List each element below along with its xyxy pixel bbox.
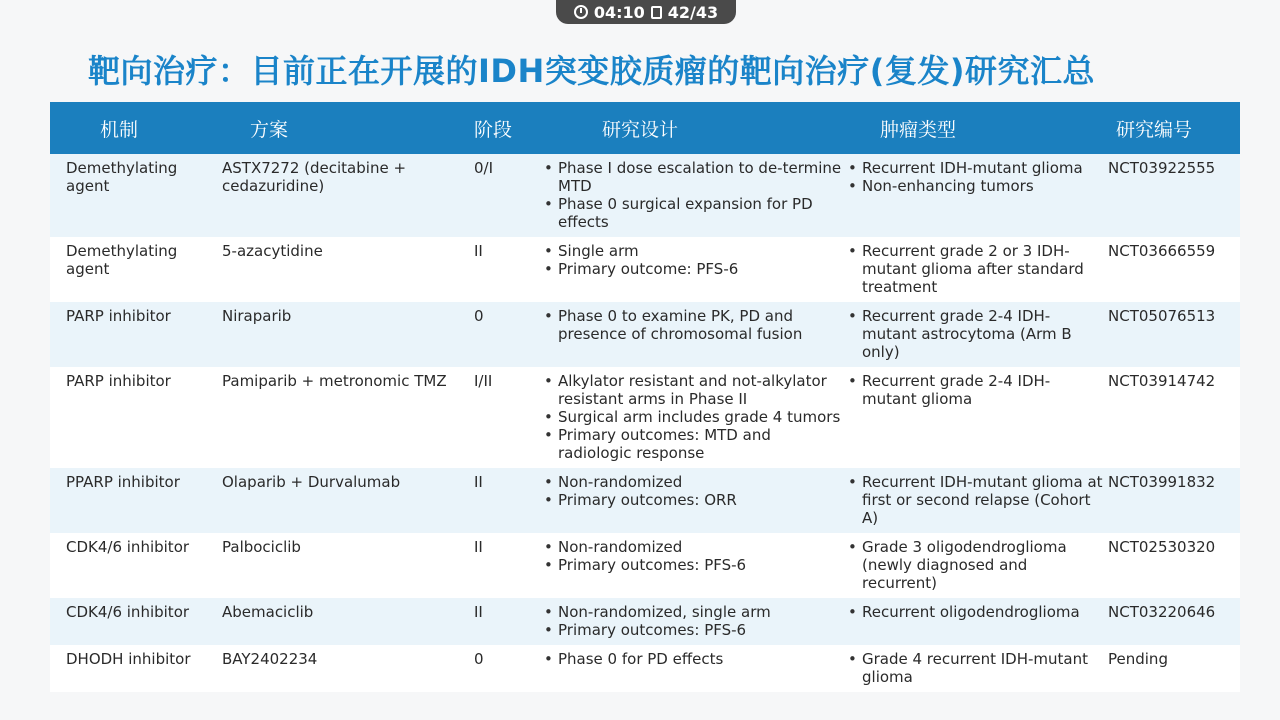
cell-design (542, 367, 846, 468)
cell-phase: 0/I (474, 159, 494, 177)
page-counter: 42/43 (667, 2, 719, 22)
cell-phase: II (474, 242, 483, 260)
list-item: • Primary outcomes: PFS-6 (542, 621, 842, 639)
cell-mechanism: PPARP inhibitor (66, 473, 180, 491)
list-item: • Non-randomized (542, 473, 842, 491)
cell-tumor-type (846, 154, 1108, 237)
clock-icon (574, 5, 588, 19)
list-item: • Alkylator resistant and not-alkylator resistant arms in Phase II (542, 372, 842, 408)
cell-mechanism: PARP inhibitor (66, 307, 171, 325)
cell-study-id: NCT03666559 (1108, 242, 1216, 260)
cell-tumor-type (846, 468, 1108, 533)
cell-phase: II (474, 603, 483, 621)
cell-regimen: 5-azacytidine (222, 242, 323, 260)
cell-design (542, 533, 846, 598)
slide-title: 靶向治疗：目前正在开展的IDH突变胶质瘤的靶向治疗(复发)研究汇总 (88, 52, 1096, 90)
cell-phase: 0 (474, 650, 484, 668)
trials-table (50, 102, 1240, 692)
table-row (50, 533, 1240, 598)
list-item: • Phase I dose escalation to de-termine MTD (542, 159, 842, 195)
cell-study-id: NCT03922555 (1108, 159, 1216, 177)
cell-tumor-type-list (846, 473, 1104, 527)
table-row (50, 598, 1240, 645)
cell-tumor-type-list (846, 538, 1104, 592)
cell-design (542, 302, 846, 367)
cell-design (542, 598, 846, 645)
cell-design-list (542, 307, 842, 343)
cell-tumor-type-list (846, 307, 1104, 361)
cell-tumor-type-list (846, 242, 1104, 296)
page-icon (651, 6, 662, 19)
table-row (50, 645, 1240, 692)
list-item: • Phase 0 for PD effects (542, 650, 842, 668)
cell-phase: 0 (474, 307, 484, 325)
list-item: • Surgical arm includes grade 4 tumors (542, 408, 842, 426)
list-item: • Primary outcomes: ORR (542, 491, 842, 509)
cell-design-list (542, 538, 842, 574)
cell-design-list (542, 473, 842, 509)
cell-study-id: NCT03914742 (1108, 372, 1216, 390)
cell-tumor-type (846, 367, 1108, 468)
list-item: • Primary outcome: PFS-6 (542, 260, 842, 278)
table-body (50, 154, 1240, 692)
cell-study-id: NCT03220646 (1108, 603, 1216, 621)
cell-design-list (542, 159, 842, 231)
cell-regimen: Pamiparib + metronomic TMZ (222, 372, 447, 390)
cell-regimen: Olaparib + Durvalumab (222, 473, 401, 491)
cell-study-id: NCT05076513 (1108, 307, 1216, 325)
cell-phase: II (474, 538, 483, 556)
cell-mechanism: CDK4/6 inhibitor (66, 603, 190, 621)
header-mechanism: 机制 (100, 118, 139, 141)
cell-tumor-type (846, 302, 1108, 367)
cell-tumor-type (846, 598, 1108, 645)
header-regimen: 方案 (250, 118, 289, 141)
header-study-id: 研究编号 (1116, 118, 1193, 141)
cell-tumor-type-list (846, 603, 1104, 621)
table-row (50, 237, 1240, 302)
header-design: 研究设计 (602, 118, 679, 141)
list-item: • Recurrent grade 2-4 IDH-mutant glioma (846, 372, 1104, 408)
cell-regimen: ASTX7272 (decitabine + cedazuridine) (222, 159, 407, 195)
header-phase: 阶段 (474, 118, 513, 141)
cell-tumor-type-list (846, 650, 1104, 686)
cell-regimen: Abemaciclib (222, 603, 314, 621)
cell-study-id: NCT03991832 (1108, 473, 1216, 491)
list-item: • Phase 0 to examine PK, PD and presence of chromosomal fusion (542, 307, 842, 343)
header-tumor-type: 肿瘤类型 (880, 118, 957, 141)
list-item: • Recurrent IDH-mutant glioma (846, 159, 1104, 177)
cell-regimen: Niraparib (222, 307, 292, 325)
cell-phase: I/II (474, 372, 493, 390)
cell-tumor-type-list (846, 159, 1104, 195)
cell-design (542, 154, 846, 237)
list-item: • Phase 0 surgical expansion for PD effects (542, 195, 842, 231)
table-row (50, 154, 1240, 237)
table-row (50, 367, 1240, 468)
cell-tumor-type-list (846, 372, 1104, 408)
list-item: • Non-enhancing tumors (846, 177, 1104, 195)
cell-tumor-type (846, 237, 1108, 302)
cell-phase: II (474, 473, 483, 491)
cell-mechanism: Demethylating agent (66, 159, 178, 195)
list-item: • Recurrent grade 2-4 IDH-mutant astrocytoma (Arm B only) (846, 307, 1104, 361)
table-header (50, 102, 1240, 154)
cell-regimen: BAY2402234 (222, 650, 318, 668)
list-item: • Grade 4 recurrent IDH-mutant glioma (846, 650, 1104, 686)
cell-design (542, 468, 846, 533)
cell-design-list (542, 650, 842, 668)
cell-design-list (542, 242, 842, 278)
list-item: • Recurrent IDH-mutant glioma at first or second relapse (Cohort A) (846, 473, 1104, 527)
cell-study-id: Pending (1108, 650, 1168, 668)
cell-tumor-type (846, 533, 1108, 598)
list-item: • Primary outcomes: MTD and radiologic response (542, 426, 842, 462)
cell-design (542, 645, 846, 692)
slide-counter-overlay (556, 0, 736, 24)
cell-design-list (542, 603, 842, 639)
cell-mechanism: CDK4/6 inhibitor (66, 538, 190, 556)
list-item: • Single arm (542, 242, 842, 260)
table-row (50, 468, 1240, 533)
list-item: • Non-randomized, single arm (542, 603, 842, 621)
list-item: • Primary outcomes: PFS-6 (542, 556, 842, 574)
cell-design (542, 237, 846, 302)
cell-mechanism: Demethylating agent (66, 242, 178, 278)
cell-design-list (542, 372, 842, 462)
cell-study-id: NCT02530320 (1108, 538, 1216, 556)
cell-tumor-type (846, 645, 1108, 692)
list-item: • Recurrent oligodendroglioma (846, 603, 1104, 621)
list-item: • Non-randomized (542, 538, 842, 556)
cell-mechanism: DHODH inhibitor (66, 650, 191, 668)
cell-mechanism: PARP inhibitor (66, 372, 171, 390)
list-item: • Grade 3 oligodendroglioma (newly diagnosed and recurrent) (846, 538, 1104, 592)
cell-regimen: Palbociclib (222, 538, 301, 556)
elapsed-time: 04:10 (593, 2, 645, 22)
table-row (50, 302, 1240, 367)
list-item: • Recurrent grade 2 or 3 IDH-mutant glioma after standard treatment (846, 242, 1104, 296)
